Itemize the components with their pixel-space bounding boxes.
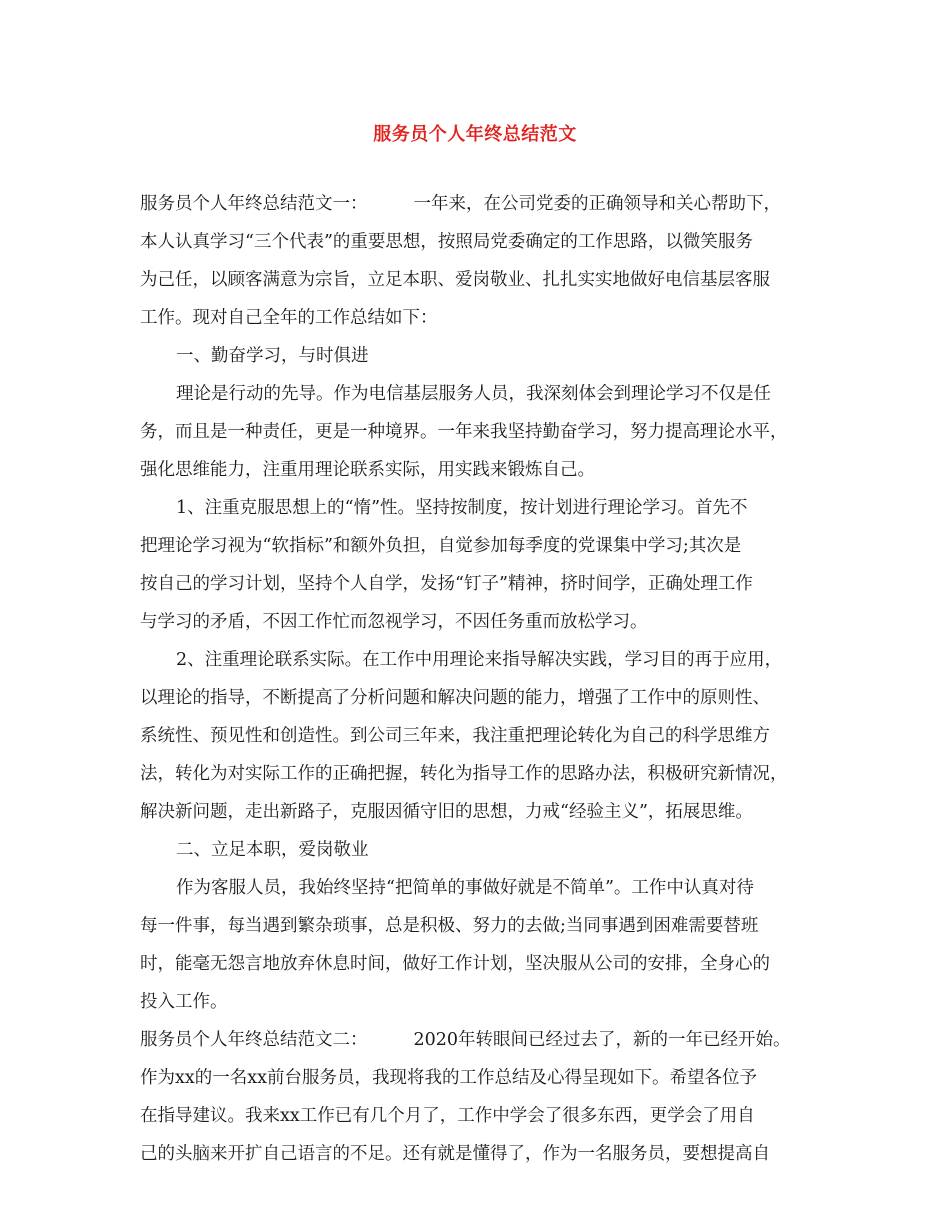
text-line: 把理论学习视为“软指标”和额外负担，自觉参加每季度的党课集中学习;其次是 (140, 536, 742, 556)
text-line: 在指导建议。我来xx工作已有几个月了，工作中学会了很多东西，更学会了用自 (140, 1106, 755, 1126)
subheading: 一、勤奋学习，与时俱进 (176, 346, 369, 366)
text-line: 1、注重克服思想上的“惰”性。坚持按制度，按计划进行理论学习。首先不 (176, 498, 748, 518)
text-line: 己的头脑来开扩自己语言的不足。还有就是懂得了，作为一名服务员，要想提高自 (140, 1144, 770, 1164)
text-line: 以理论的指导，不断提高了分析问题和解决问题的能力，增强了工作中的原则性、 (140, 688, 770, 708)
text-line: 作为客服人员，我始终坚持“把简单的事做好就是不简单”。工作中认真对待 (176, 878, 754, 898)
section-heading-2: 服务员个人年终总结范文二： (140, 1030, 368, 1050)
text-line: 每一件事，每当遇到繁杂琐事，总是积极、努力的去做;当同事遇到困难需要替班 (140, 916, 759, 936)
text-line: 投入工作。 (140, 992, 228, 1012)
text-line (140, 185, 830, 223)
section-heading-1: 服务员个人年终总结范文一： (140, 194, 368, 214)
text-line: 作为xx的一名xx前台服务员，我现将我的工作总结及心得呈现如下。希望各位予 (140, 1068, 757, 1088)
text-line: 时，能毫无怨言地放弃休息时间，做好工作计划，坚决服从公司的安排，全身心的 (140, 954, 770, 974)
text-line: 解决新问题，走出新路子，克服因循守旧的思想，力戒“经验主义”，拓展思维。 (140, 802, 753, 822)
text-line: 本人认真学习“三个代表”的重要思想，按照局党委确定的工作思路，以微笑服务 (140, 232, 753, 252)
text-line: 与学习的矛盾，不因工作忙而忽视学习，不因任务重而放松学习。 (140, 612, 648, 632)
text-line: 系统性、预见性和创造性。到公司三年来，我注重把理论转化为自己的科学思维方 (140, 726, 770, 746)
text-run: 一年来，在公司党委的正确领导和关心帮助下， (413, 194, 781, 214)
text-line: 务，而且是一种责任，更是一种境界。一年来我坚持勤奋学习，努力提高理论水平， (140, 422, 788, 442)
text-line: 工作。现对自己全年的工作总结如下： (140, 308, 438, 328)
document-body (140, 185, 830, 1173)
text-line (140, 1021, 830, 1059)
document-title: 服务员个人年终总结范文 (373, 124, 577, 145)
text-run: 2020年转眼间已经过去了，新的一年已经开始。 (413, 1030, 791, 1050)
text-line: 按自己的学习计划，坚持个人自学，发扬“钉子”精神，挤时间学，正确处理工作 (140, 574, 753, 594)
text-line: 强化思维能力，注重用理论联系实际，用实践来锻炼自己。 (140, 460, 595, 480)
text-line: 理论是行动的先导。作为电信基层服务人员，我深刻体会到理论学习不仅是任 (176, 384, 771, 404)
text-line: 2、注重理论联系实际。在工作中用理论来指导解决实践，学习目的再于应用， (176, 650, 783, 670)
text-line: 法，转化为对实际工作的正确把握，转化为指导工作的思路办法，积极研究新情况， (140, 764, 788, 784)
text-line: 为己任，以顾客满意为宗旨，立足本职、爱岗敬业、扎扎实实地做好电信基层客服 (140, 270, 770, 290)
subheading: 二、立足本职，爱岗敬业 (176, 840, 369, 860)
